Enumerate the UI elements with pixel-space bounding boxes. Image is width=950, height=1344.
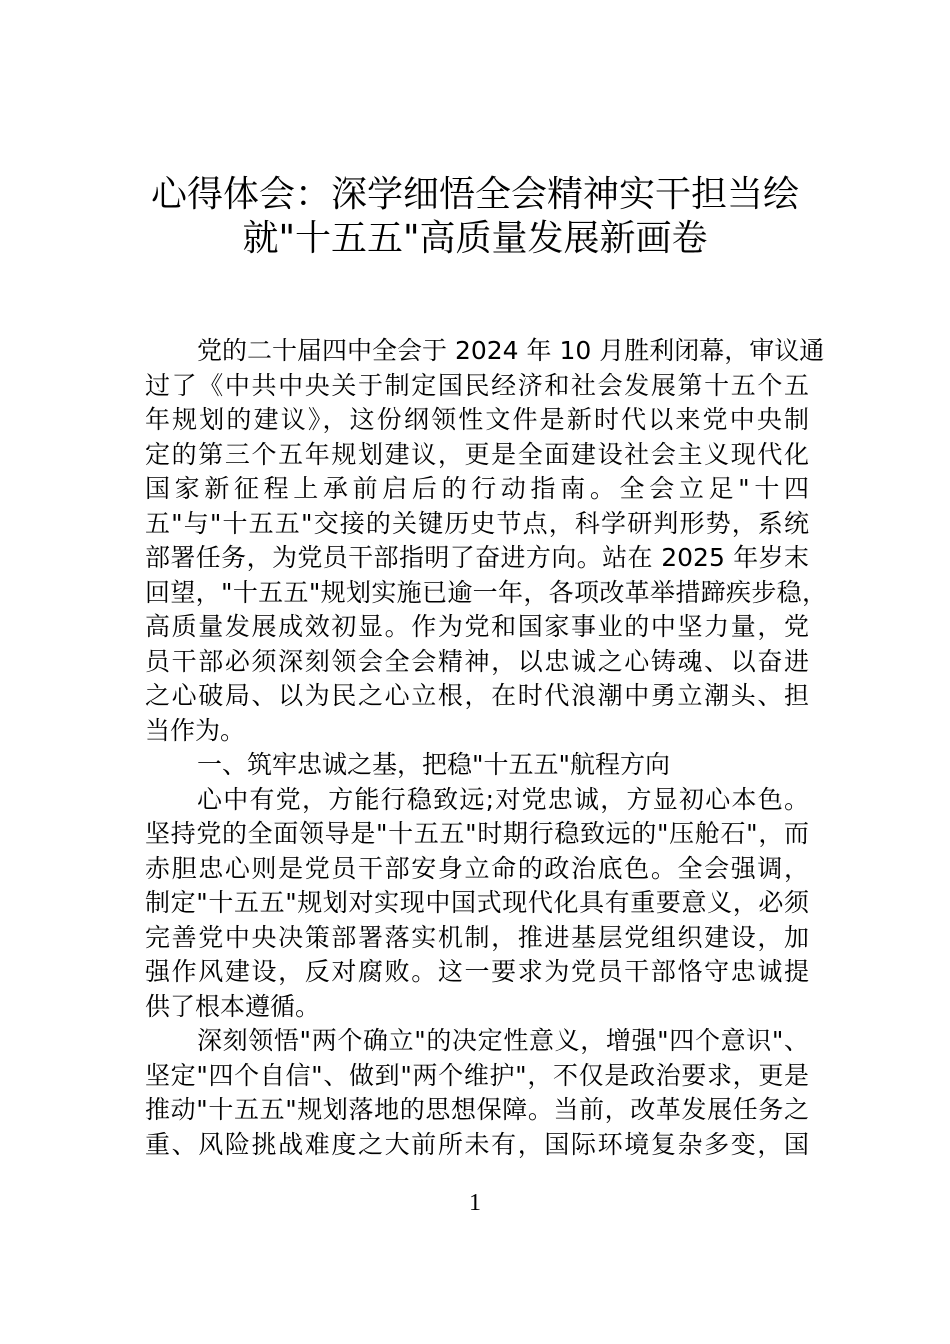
paragraph-line: 过了《中共中央关于制定国民经济和社会发展第十五个五: [145, 370, 809, 400]
paragraph-line: 重、风险挑战难度之大前所未有，国际环境复杂多变，国: [145, 1129, 809, 1159]
paragraph-line: 员干部必须深刻领会全会精神，以忠诚之心铸魂、以奋进: [145, 646, 809, 676]
paragraph-line: 强作风建设，反对腐败。这一要求为党员干部恪守忠诚提: [145, 957, 809, 986]
paragraph-line: 坚定"四个自信"、做到"两个维护"，不仅是政治要求，更是: [145, 1060, 809, 1090]
paragraph-line: 高质量发展成效初显。作为党和国家事业的中坚力量，党: [145, 612, 809, 641]
document-title-line-2: 就"十五五"高质量发展新画卷: [242, 218, 708, 259]
paragraph-line: 深刻领悟"两个确立"的决定性意义，增强"四个意识"、: [197, 1026, 809, 1055]
paragraph-line: 完善党中央决策部署落实机制，推进基层党组织建设，加: [145, 922, 809, 952]
paragraph-line: 心中有党，方能行稳致远;对党忠诚，方显初心本色。: [197, 784, 809, 814]
paragraph-line: 国家新征程上承前启后的行动指南。全会立足"十四: [145, 474, 809, 503]
paragraph-line: 回望，"十五五"规划实施已逾一年，各项改革举措蹄疾步稳，: [145, 577, 827, 607]
document-body: [145, 334, 827, 1162]
paragraph-line: 定的第三个五年规划建议，更是全面建设社会主义现代化: [145, 439, 809, 469]
paragraph-line: 制定"十五五"规划对实现中国式现代化具有重要意义，必须: [145, 888, 809, 917]
paragraph-line: 坚持党的全面领导是"十五五"时期行稳致远的"压舱石"，而: [145, 819, 809, 848]
document-title-line-1: 心得体会：深学细悟全会精神实干担当绘: [150, 174, 799, 215]
paragraph-line: 推动"十五五"规划落地的思想保障。当前，改革发展任务之: [145, 1095, 809, 1124]
paragraph-line: 供了根本遵循。: [145, 991, 321, 1021]
page-number: 1: [469, 1190, 481, 1216]
paragraph-line: 部署任务，为党员干部指明了奋进方向。站在 2025 年岁末: [145, 543, 809, 572]
paragraph-line: 之心破局、以为民之心立根，在时代浪潮中勇立潮头、担: [145, 681, 809, 710]
paragraph-line: 年规划的建议》，这份纲领性文件是新时代以来党中央制: [145, 405, 809, 434]
section-heading: 一、筑牢忠诚之基，把稳"十五五"航程方向: [197, 750, 670, 779]
paragraph-line: 党的二十届四中全会于 2024 年 10 月胜利闭幕，审议通: [197, 336, 825, 365]
paragraph-line: 当作为。: [145, 715, 246, 745]
paragraph-line: 赤胆忠心则是党员干部安身立命的政治底色。全会强调，: [145, 853, 809, 883]
paragraph-line: 五"与"十五五"交接的关键历史节点，科学研判形势，系统: [145, 508, 809, 538]
